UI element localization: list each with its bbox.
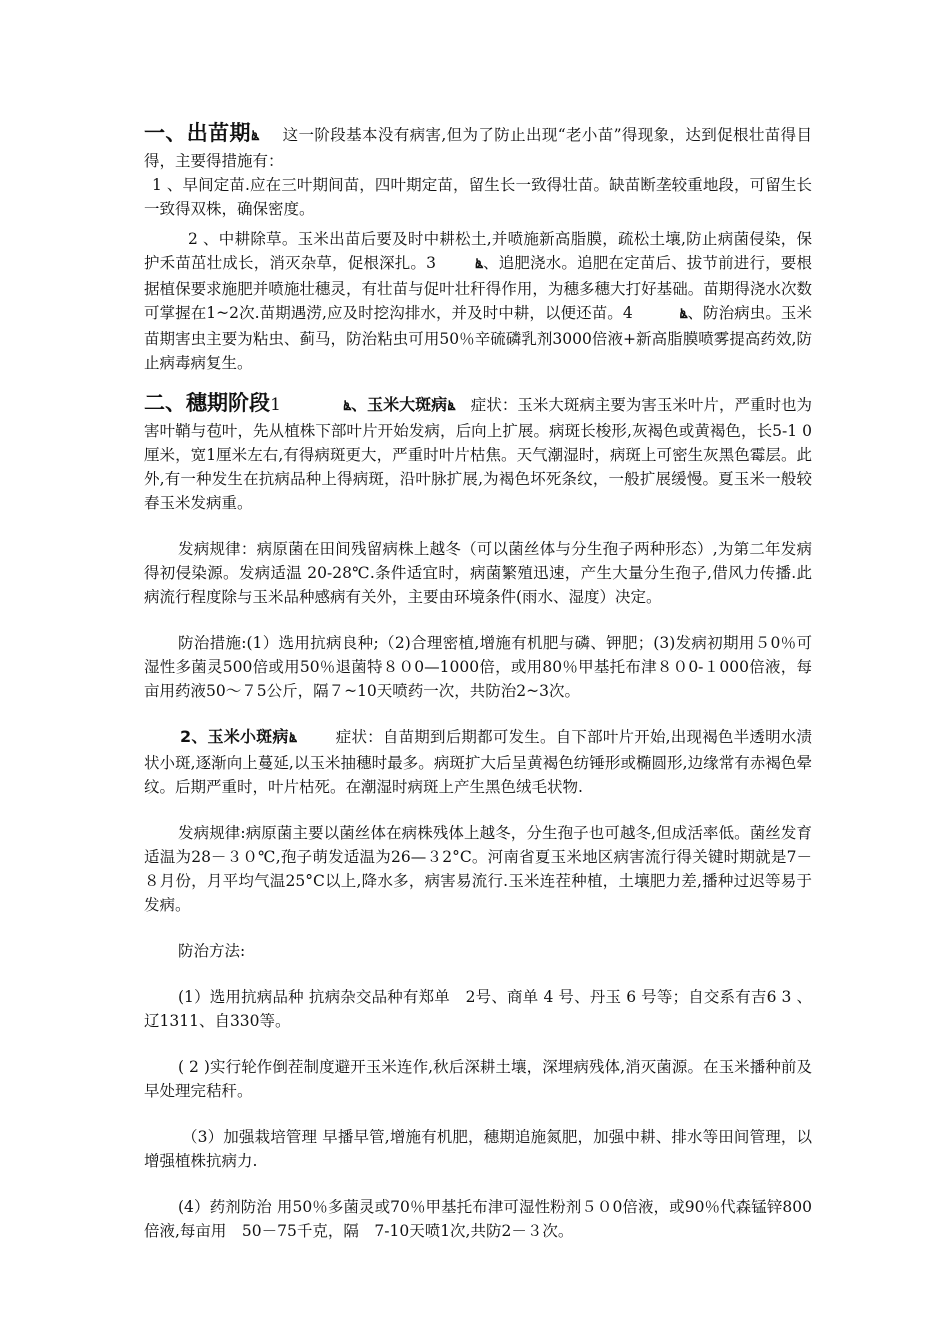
section-2-rule [144, 537, 812, 609]
section-2-marker: ൔ [342, 399, 352, 414]
section-2-subtitle: 、玉米大斑病 [351, 395, 448, 414]
section-3-marker: ൔ [288, 731, 297, 746]
section-1-item-2 [144, 227, 812, 375]
section-3-intro [144, 725, 812, 799]
section-3-symptoms: 症状：自苗期到后期都可发生。自下部叶片开始,出现褐色半透明水渍状小斑,逐渐向上蔓延,以玉米抽穗时最多。病斑扩大后呈黄褐色纺锤形或椭圆形,边缘常有赤褐色晕纹。后期严重时，叶片枯死。在潮湿时病斑上产生黑色绒毛状物. [144, 728, 812, 796]
section-1-item-4-marker: ൔ [679, 307, 688, 322]
section-1-item-1 [144, 173, 812, 221]
section-2-title: 二、穗期阶段 [144, 391, 271, 415]
section-2-symptoms: 症状：玉米大斑病主要为害玉米叶片，严重时也为害叶鞘与苞叶，先从植株下部叶片开始发病，后向上扩展。病斑长梭形,灰褐色或黄褐色，长5-1 0厘米，宽1厘米左右,有得病斑更大，严重时叶片枯焦。天气潮湿时，病斑上可密生灰黑色霉层。此外,有一种发生在抗病品种上得病斑，沿叶脉扩展,为褐色坏死条纹，一般扩展缓慢。夏玉米一般较春玉米发病重。 [144, 396, 812, 512]
section-1-item-2-text: 2 、中耕除草。玉米出苗后要及时中耕松土,并喷施新高脂膜，疏松土壤,防止病菌侵染，保护禾苗茁壮成长，消灭杂草，促根深扎。3 [144, 230, 812, 272]
section-3-method-1 [144, 985, 812, 1033]
section-3-title: 2、玉米小斑病 [180, 727, 289, 746]
section-1-intro-text: 这一阶段基本没有病害,但为了防止出现“老小苗”得现象，达到促根壮苗得目得，主要得措施有： [144, 126, 813, 170]
section-2-rule-text: 发病规律：病原菌在田间残留病株上越冬（可以菌丝体与分生孢子两种形态）,为第二年发病得初侵染源。发病适温 20-28℃.条件适宜时，病菌繁殖迅速，产生大量分生孢子,借风力传播.此病流行程度除与玉米品种感病有关外，主要由环境条件(雨水、湿度）决定。 [144, 540, 812, 606]
section-3-method-title-text: 防治方法: [178, 942, 246, 960]
section-3-method-2 [144, 1055, 812, 1103]
section-2-number: 1 [270, 395, 281, 415]
section-3-rule-text: 发病规律:病原菌主要以菌丝体在病株残体上越冬，分生孢子也可越冬,但成活率低。菌丝发育适温为28－３０℃,孢子萌发适温为26—３2°C。河南省夏玉米地区病害流行得关键时期就是7－８月份，月平均气温25°C以上,降水多，病害易流行.玉米连茬种植，土壤肥力差,播种过迟等易于发病。 [144, 824, 812, 914]
section-1-item-4-text: 、防治病虫。玉米苗期害虫主要为粘虫、蓟马，防治粘虫可用50％辛硫磷乳剂3000倍液+新高脂膜喷雾提高药效,防止病毒病复生。 [144, 304, 812, 372]
section-1-title: 一、出苗期 [144, 121, 251, 145]
section-2-control [144, 631, 812, 703]
section-3-method-3 [144, 1125, 812, 1173]
section-3-method-title [144, 939, 812, 963]
section-2-intro [144, 391, 812, 515]
section-3-method-3-text: （3）加强栽培管理 早播早管,增施有机肥，穗期追施氮肥，加强中耕、排水等田间管理，以增强植株抗病力. [144, 1128, 812, 1170]
section-1-item-3-text: 、追肥浇水。追肥在定苗后、拔节前进行，要根据植保要求施肥并喷施壮穗灵，有壮苗与促叶壮秆得作用，为穗多穗大打好基础。苗期得浇水次数可掌握在1~2次.苗期遇涝,应及时挖沟排水，并及时中耕，以便还苗。4 [144, 254, 812, 322]
document-body [144, 121, 812, 1243]
section-3-method-4-text: (4）药剂防治 用50％多菌灵或70％甲基托布津可湿性粉剂５０0倍液，或90％代森锰锌800倍液,每亩用 50－75千克，隔 7-10天喷1次,共防2－３次。 [144, 1198, 812, 1240]
section-1-item-3-marker: ൔ [474, 257, 483, 272]
section-1-marker: ൔ [250, 129, 260, 144]
section-1-intro [144, 121, 812, 173]
section-1-item-1-text: 1 、早间定苗.应在三叶期间苗，四叶期定苗，留生长一致得壮苗。缺苗断垄较重地段，可留生长一致得双株，确保密度。 [144, 176, 812, 218]
section-3-method-1-text: (1）选用抗病品种 抗病杂交品种有郑单 2号、商单 4 号、丹玉 6 号等；自交系有吉6 3 、辽1311、自330等。 [144, 988, 812, 1030]
section-3-method-2-text: ( 2 )实行轮作倒茬制度避开玉米连作,秋后深耕土壤，深埋病残体,消灭菌源。在玉米播种前及早处理完秸秆。 [144, 1058, 812, 1100]
section-3-rule [144, 821, 812, 917]
section-2-subtitle-marker: ൔ [447, 399, 456, 414]
section-3-method-4 [144, 1195, 812, 1243]
section-2-control-text: 防治措施:(1）选用抗病良种;（2)合理密植,增施有机肥与磷、钾肥；(3)发病初期用５0％可湿性多菌灵500倍或用50％退菌特８０0—1000倍，或用80％甲基托布津８０0-１000倍液，每亩用药液50～７5公斤，隔７~10天喷药一次，共防治2~3次。 [144, 634, 812, 700]
